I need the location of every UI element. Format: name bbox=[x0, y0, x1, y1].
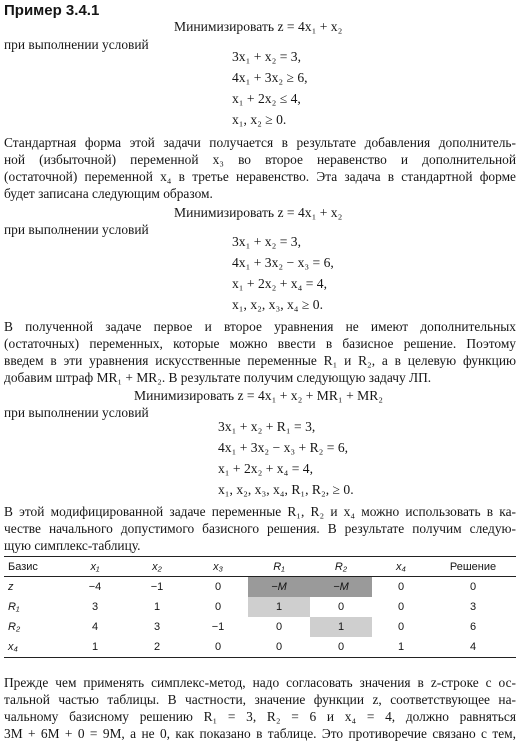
objective-3: Минимизировать z = 4x₁ + x₂ + MR₁ + MR₂ bbox=[134, 388, 384, 403]
header-x2: x₂ bbox=[126, 557, 188, 577]
subject-to-1: при выполнении условий bbox=[4, 37, 149, 52]
table-cell: −1 bbox=[211, 621, 225, 633]
paragraph-1-line-2: ной (избыточной) переменной x₃ во второе неравенство и дополнительной bbox=[4, 152, 516, 167]
header-r1: R₁ bbox=[248, 557, 310, 577]
paragraph-4-line-3: чальному базисному решению R₁ = 3, R₂ = 6 и x₄ = 4, должно равняться bbox=[4, 709, 516, 724]
constraint-2-3: x₁ + 2x₂ + x₄ = 4, bbox=[232, 276, 327, 291]
highlighted-cell: 1 bbox=[310, 617, 372, 637]
table-row bbox=[4, 597, 516, 617]
table-row bbox=[4, 617, 516, 637]
row-basis: R₁ bbox=[8, 601, 20, 613]
table-cell: 0 bbox=[337, 601, 345, 613]
constraint-3-3: x₁ + 2x₂ + x₄ = 4, bbox=[218, 461, 313, 476]
table-cell: 4 bbox=[91, 621, 99, 633]
table-cell: 0 bbox=[397, 621, 405, 633]
table-cell: 3 bbox=[91, 601, 99, 613]
subject-to-2: при выполнении условий bbox=[4, 222, 149, 237]
paragraph-4-line-2: тальной частью таблицы. В частности, значение функции z, соответствующее на- bbox=[4, 692, 516, 707]
table-cell: 1 bbox=[372, 637, 430, 658]
header-basis: Базис bbox=[4, 557, 64, 577]
subject-to-3: при выполнении условий bbox=[4, 405, 149, 420]
header-x4: x₄ bbox=[372, 557, 430, 577]
constraint-3-4: x₁, x₂, x₃, x₄, R₁, R₂, ≥ 0. bbox=[218, 482, 354, 497]
table-cell: 0 bbox=[275, 621, 283, 633]
paragraph-2-line-4: добавим штраф MR₁ + MR₂. В результате получим следующую задачу ЛП. bbox=[4, 370, 432, 385]
row-basis: x₄ bbox=[4, 637, 64, 658]
header-solution: Решение bbox=[430, 557, 516, 577]
table-cell: 0 bbox=[188, 637, 248, 658]
table-cell: 2 bbox=[126, 637, 188, 658]
paragraph-1-line-1: Стандартная форма этой задачи получается в результате добавления дополнитель- bbox=[4, 135, 516, 150]
paragraph-3-line-3: щую симплекс-таблицу. bbox=[4, 538, 141, 553]
table-cell: 4 bbox=[430, 637, 516, 658]
header-x1: x₁ bbox=[64, 557, 126, 577]
header-r2: R₂ bbox=[310, 557, 372, 577]
simplex-table bbox=[4, 556, 516, 658]
table-cell: 0 bbox=[469, 581, 477, 593]
constraint-1-4: x₁, x₂ ≥ 0. bbox=[232, 112, 287, 127]
table-cell: 3 bbox=[153, 621, 161, 633]
row-basis: z bbox=[8, 581, 14, 593]
table-header-row bbox=[4, 557, 516, 577]
constraint-2-1: 3x₁ + x₂ = 3, bbox=[232, 234, 301, 249]
table-cell: −4 bbox=[88, 581, 102, 593]
paragraph-4-line-1: Прежде чем применять симплекс-метод, надо согласовать значения в z-строке с ос- bbox=[4, 675, 516, 690]
constraint-1-3: x₁ + 2x₂ ≤ 4, bbox=[232, 91, 301, 106]
example-title: Пример 3.4.1 bbox=[4, 2, 100, 19]
highlighted-cell: −M bbox=[248, 577, 310, 598]
constraint-3-1: 3x₁ + x₂ + R₁ = 3, bbox=[218, 419, 316, 434]
table-cell: 3 bbox=[469, 601, 477, 613]
table-cell: 1 bbox=[64, 637, 126, 658]
table-cell: 0 bbox=[214, 601, 222, 613]
table-cell: 6 bbox=[469, 621, 477, 633]
paragraph-2-line-1: В полученной задаче первое и второе уравнения не имеют дополнительных bbox=[4, 319, 516, 334]
table-cell: 0 bbox=[248, 637, 310, 658]
table-cell: 0 bbox=[397, 601, 405, 613]
constraint-2-2: 4x₁ + 3x₂ − x₃ = 6, bbox=[232, 255, 334, 270]
table-cell: −1 bbox=[150, 581, 164, 593]
objective-2: Минимизировать z = 4x₁ + x₂ bbox=[174, 205, 343, 220]
constraint-1-1: 3x₁ + x₂ = 3, bbox=[232, 49, 301, 64]
paragraph-2-line-2: (остаточных) переменных, которые можно ввести в базисное решение. Поэтому bbox=[4, 336, 516, 351]
paragraph-3-line-1: В этой модифицированной задаче переменные R₁, R₂ и x₄ можно использовать в ка- bbox=[4, 504, 516, 519]
highlighted-cell: −M bbox=[310, 577, 372, 598]
header-x3: x₃ bbox=[188, 557, 248, 577]
constraint-1-2: 4x₁ + 3x₂ ≥ 6, bbox=[232, 70, 308, 85]
paragraph-2-line-3: введем в эти уравнения искусственные переменные R₁ и R₂, а в целевую функцию bbox=[4, 353, 516, 368]
highlighted-cell: 1 bbox=[248, 597, 310, 617]
paragraph-1-line-3: (остаточной) переменной x₄ в третье неравенство. Эта задача в стандартной форме bbox=[4, 169, 516, 184]
paragraph-3-line-2: честве начального допустимого базисного решения. В результате получим следую- bbox=[4, 521, 516, 536]
paragraph-4-line-4: 3M + 6M + 0 = 9M, а не 0, как показано в таблице. Это противоречие связано с тем, bbox=[4, 726, 516, 741]
table-cell: 0 bbox=[310, 637, 372, 658]
table-row bbox=[4, 577, 516, 598]
constraint-2-4: x₁, x₂, x₃, x₄ ≥ 0. bbox=[232, 297, 323, 312]
table-cell: 0 bbox=[214, 581, 222, 593]
paragraph-1-line-4: будет записана следующим образом. bbox=[4, 186, 213, 201]
table-cell: 1 bbox=[153, 601, 161, 613]
constraint-3-2: 4x₁ + 3x₂ − x₃ + R₂ = 6, bbox=[218, 440, 349, 455]
table-cell: 0 bbox=[397, 581, 405, 593]
row-basis: R₂ bbox=[8, 621, 21, 633]
table-row bbox=[4, 637, 516, 658]
objective-1: Минимизировать z = 4x₁ + x₂ bbox=[174, 19, 343, 34]
